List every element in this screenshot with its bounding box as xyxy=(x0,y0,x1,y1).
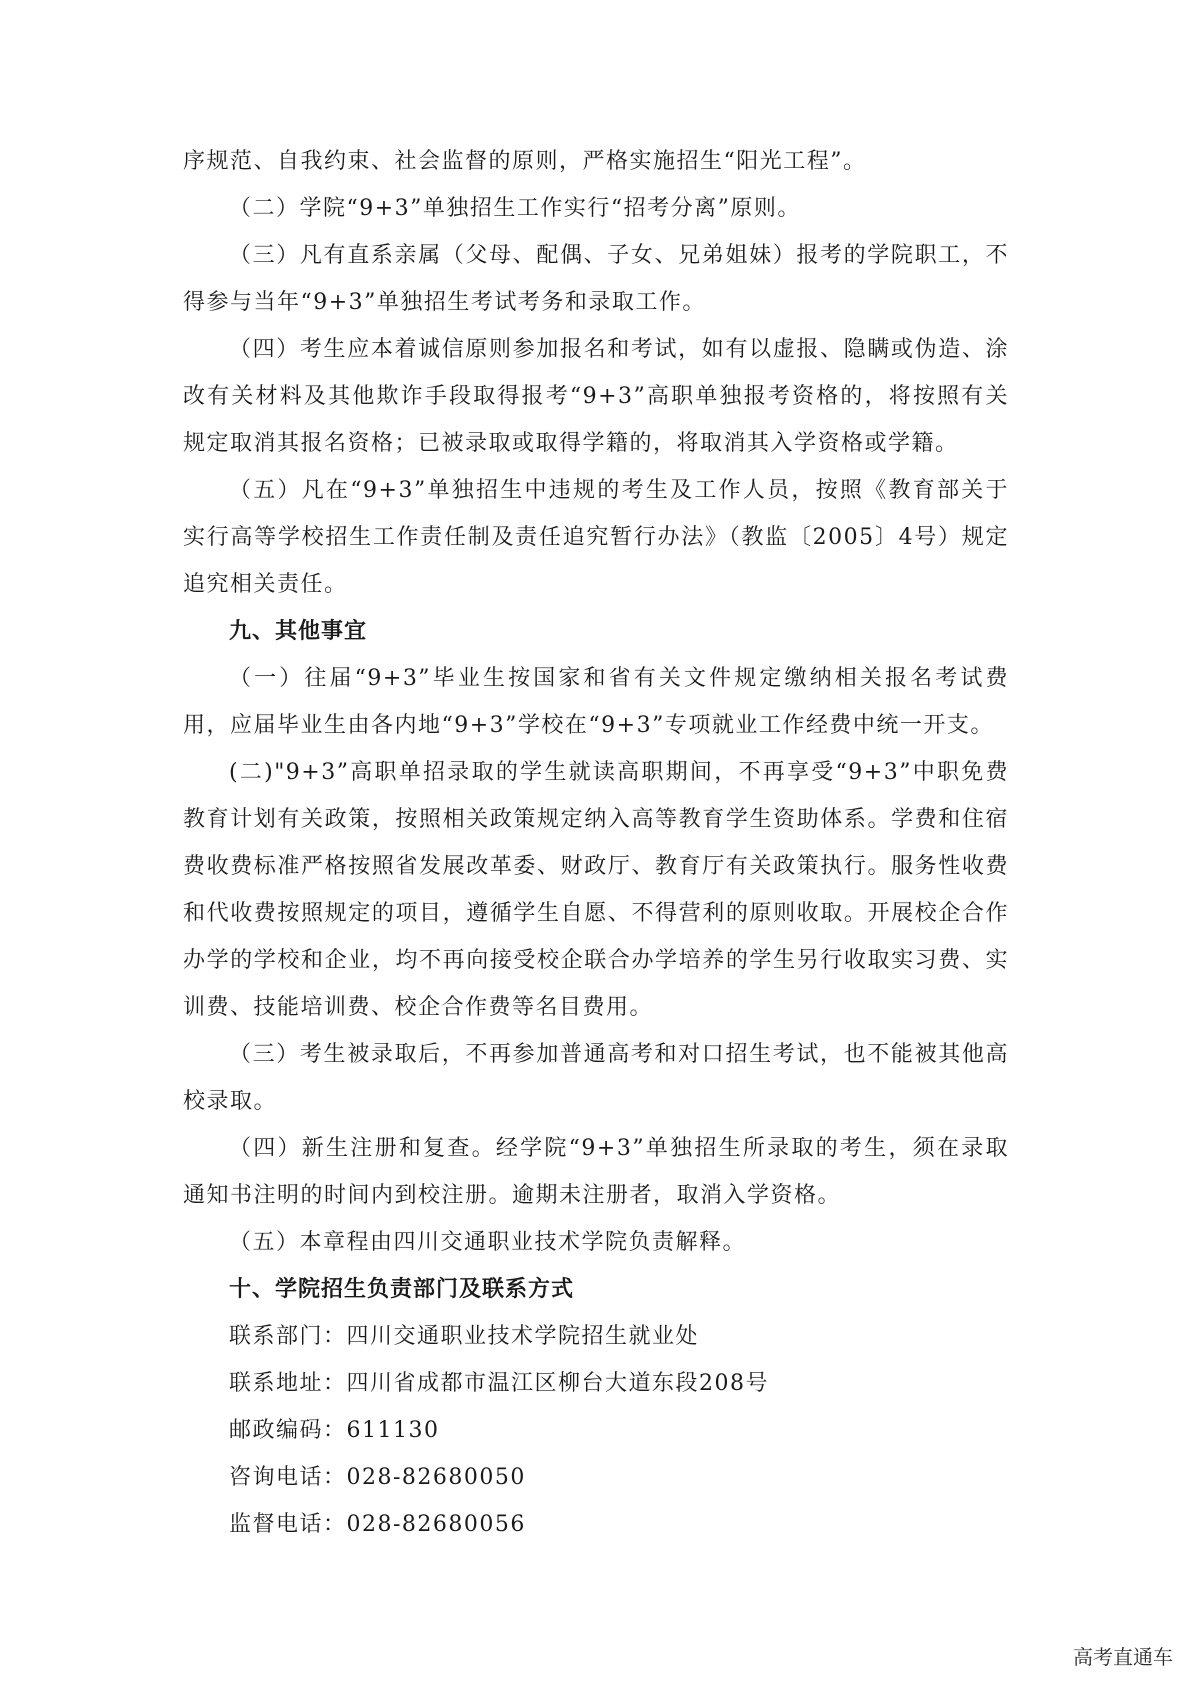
paragraph-item-3: （三）凡有直系亲属（父母、配偶、子女、兄弟姐妹）报考的学院职工，不得参与当年“9+3”单独招生考试考务和录取工作。 xyxy=(183,243,1009,315)
section9-paragraph-4: （四）新生注册和复查。经学院“9+3”单独招生所录取的考生，须在录取通知书注明的时间内到校注册。逾期未注册者，取消入学资格。 xyxy=(183,1136,1009,1208)
contact-address: 联系地址：四川省成都市温江区柳台大道东段208号 xyxy=(229,1371,769,1396)
paragraph-item-4: （四）考生应本着诚信原则参加报名和考试，如有以虚报、隐瞒或伪造、涂改有关材料及其他欺诈手段取得报考“9+3”高职单独报考资格的，将按照有关规定取消其报名资格；已被录取或取得学籍的，将取消其入学资格或学籍。 xyxy=(183,337,1009,456)
contact-postcode: 邮政编码：611130 xyxy=(229,1418,440,1443)
document-page xyxy=(183,138,1009,1548)
contact-supervision-phone: 监督电话：028-82680056 xyxy=(229,1512,526,1537)
section9-paragraph-5: （五）本章程由四川交通职业技术学院负责解释。 xyxy=(229,1230,747,1255)
section-heading-10: 十、学院招生负责部门及联系方式 xyxy=(229,1277,575,1302)
contact-department: 联系部门：四川交通职业技术学院招生就业处 xyxy=(229,1324,700,1349)
section9-paragraph-2: (二)"9+3”高职单招录取的学生就读高职期间，不再享受“9+3”中职免费教育计划有关政策，按照相关政策规定纳入高等教育学生资助体系。学费和住宿费收费标准严格按照省发展改革委、财政厅、教育厅有关政策执行。服务性收费和代收费按照规定的项目，遵循学生自愿、不得营利的原则收取。开展校企合作办学的学校和企业，均不再向接受校企联合办学培养的学生另行收取实习费、实训费、技能培训费、校企合作费等名目费用。 xyxy=(183,760,1009,1020)
paragraph-continuation: 序规范、自我约束、社会监督的原则，严格实施招生“阳光工程”。 xyxy=(183,149,867,174)
section9-paragraph-1: （一）往届“9+3”毕业生按国家和省有关文件规定缴纳相关报名考试费用，应届毕业生由各内地“9+3”学校在“9+3”专项就业工作经费中统一开支。 xyxy=(183,666,1009,738)
watermark-text: 高考直通车 xyxy=(1073,1645,1173,1669)
section9-paragraph-3: （三）考生被录取后，不再参加普通高考和对口招生考试，也不能被其他高校录取。 xyxy=(183,1042,1009,1114)
contact-inquiry-phone: 咨询电话：028-82680050 xyxy=(229,1465,526,1490)
paragraph-item-5: （五）凡在“9+3”单独招生中违规的考生及工作人员，按照《教育部关于实行高等学校招生工作责任制及责任追究暂行办法》（教监〔2005〕4号）规定追究相关责任。 xyxy=(183,478,1009,597)
section-heading-9: 九、其他事宜 xyxy=(229,619,368,644)
paragraph-item-2: （二）学院“9+3”单独招生工作实行“招考分离”原则。 xyxy=(229,196,801,221)
